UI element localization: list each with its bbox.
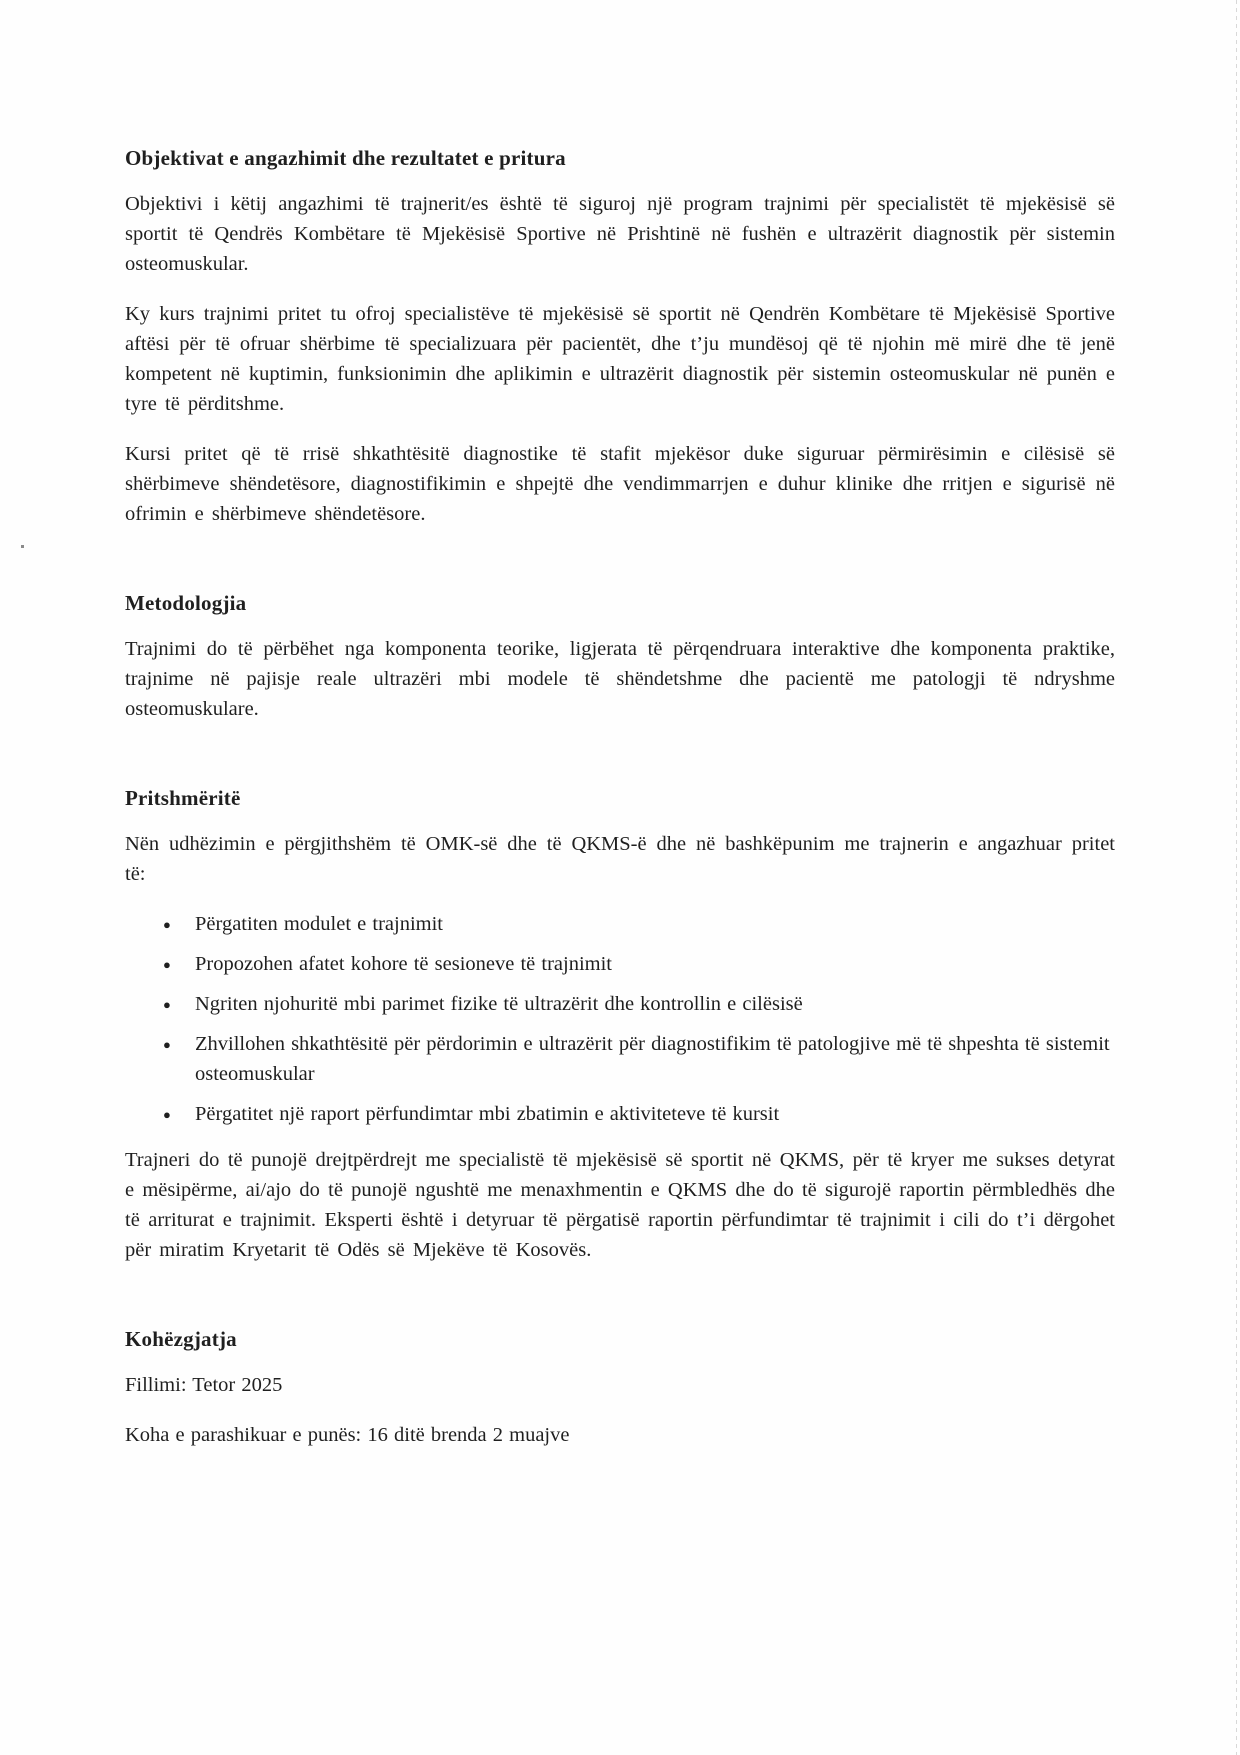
bullet-item <box>163 1029 1115 1089</box>
paragraph: Trajneri do të punojë drejtpërdrejt me specialistë të mjekësisë së sportit në QKMS, për të kryer me sukses detyrat e mësipërme, ai/ajo do të punojë ngushtë me menaxhmentin e QKMS dhe do të sigurojë raportin përmbledhës dhe të arriturat e trajnimit. Eksperti është i detyruar të përgatisë raportin përfundimtar të trajnimit i cili do t’i dërgohet për miratim Kryetarit të Odës së Mjekëve të Kosovës. <box>125 1149 1115 1261</box>
bullet-item-text: Zhvillohen shkathtësitë për përdorimin e ultrazërit për diagnostifikim të patologjive më të shpeshta të sistemit osteomuskular <box>195 1033 1110 1085</box>
bullet-item <box>163 949 1115 979</box>
duration-line: Koha e parashikuar e punës: 16 ditë brenda 2 muajve <box>125 1424 570 1446</box>
bullet-item <box>163 1099 1115 1129</box>
document-content <box>125 146 1115 1470</box>
scan-speck-artifact <box>21 545 24 548</box>
section-heading-objektivat: Objektivat e angazhimit dhe rezultatet e pritura <box>125 146 566 170</box>
paragraph: Kursi pritet që të rrisë shkathtësitë diagnostike të stafit mjekësor duke siguruar përmirësimin e cilësisë së shërbimeve shëndetësore, diagnostifikimin e shpejtë dhe vendimmarrjen e duhur klinike dhe rritjen e sigurisë në ofrimin e shërbimeve shëndetësore. <box>125 443 1115 525</box>
bullet-item <box>163 909 1115 939</box>
start-date-line: Fillimi: Tetor 2025 <box>125 1374 283 1396</box>
paragraph: Objektivi i këtij angazhimi të trajnerit/es është të siguroj një program trajnimi për specialistët të mjekësisë së sportit të Qendrës Kombëtare të Mjekësisë Sportive në Prishtinë në fushën e ultrazërit diagnostik për sistemin osteomuskular. <box>125 193 1115 275</box>
paragraph: Nën udhëzimin e përgjithshëm të OMK-së dhe të QKMS-ë dhe në bashkëpunim me trajnerin e angazhuar pritet të: <box>125 833 1115 885</box>
bullet-item <box>163 989 1115 1019</box>
section-heading-pritshmerite: Pritshmëritë <box>125 786 241 810</box>
paragraph: Ky kurs trajnimi pritet tu ofroj specialistëve të mjekësisë së sportit në Qendrën Kombëtare të Mjekësisë Sportive aftësi për të ofruar shërbime të specializuara për pacientët, dhe t’ju mundësoj që të njohin më mirë dhe të jenë kompetent në kuptimin, funksionimin dhe aplikimin e ultrazërit diagnostik për sistemin osteomuskular në punën e tyre të përditshme. <box>125 303 1115 415</box>
bullet-item-text: Ngriten njohuritë mbi parimet fizike të ultrazërit dhe kontrollin e cilësisë <box>195 993 803 1015</box>
bullet-item-text: Përgatitet një raport përfundimtar mbi zbatimin e aktiviteteve të kursit <box>195 1103 780 1125</box>
bullet-item-text: Propozohen afatet kohore të sesioneve të trajnimit <box>195 953 613 975</box>
section-heading-kohezgjatja: Kohëzgjatja <box>125 1327 237 1351</box>
section-heading-metodologjia: Metodologjia <box>125 591 247 615</box>
scan-edge-artifact <box>1236 0 1237 1755</box>
bullet-item-text: Përgatiten modulet e trajnimit <box>195 913 443 935</box>
paragraph: Trajnimi do të përbëhet nga komponenta teorike, ligjerata të përqendruara interaktive dhe komponenta praktike, trajnime në pajisje reale ultrazëri mbi modele të shëndetshme dhe pacientë me patologji të ndryshme osteomuskulare. <box>125 638 1115 720</box>
expectations-bullet-list <box>125 909 1115 1129</box>
